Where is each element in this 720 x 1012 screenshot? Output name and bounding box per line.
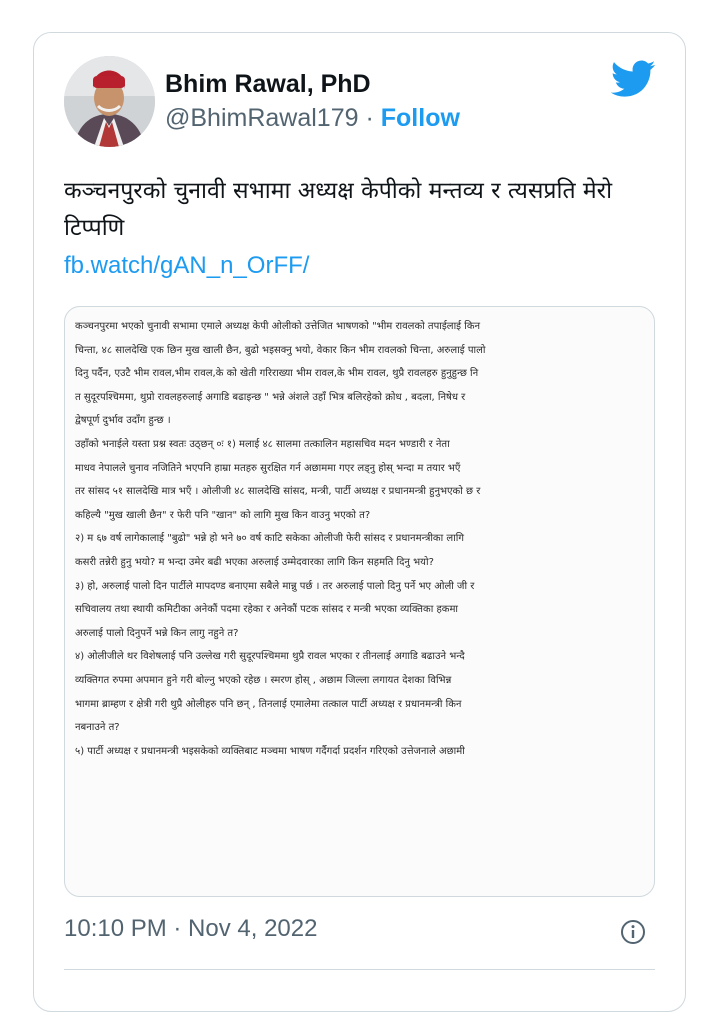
document-line: त सुदूरपश्चिममा, थुप्रो रावलहरुलाई अगाडि बढाइन्छ " भन्ने अंशले उहाँ भित्र बलिरहेको क्रोध , बदला, निषेध र [75, 391, 466, 403]
document-line: भागमा ब्राम्हण र क्षेत्री गरी थुप्रै ओलीहरु पनि छन् , तिनलाई एमालेमा तत्काल पार्टी अध्यक्ष र प्रधानमन्त्री किन [75, 698, 462, 710]
twitter-bird-icon[interactable] [611, 60, 656, 98]
author-handle[interactable]: @BhimRawal179 [165, 104, 359, 132]
tweet-timestamp[interactable]: 10:10 PM · Nov 4, 2022 [64, 915, 318, 942]
document-line: व्यक्तिगत रुपमा अपमान हुने गरी बोल्नु भएको रहेछ । स्मरण होस् , अछाम जिल्ला लगायत देशका विभिन्न [75, 674, 452, 686]
document-line: उहाँको भनाईले यस्ता प्रश्न स्वतः उठ्छन् ०ः १) मलाई ४८ सालमा तत्कालिन महासचिव मदन भण्डारी र नेता [75, 438, 450, 450]
tweet-image[interactable] [64, 306, 655, 897]
document-line: माधव नेपालले चुनाव नजितिने भएपनि हाम्रा मतहरु सुरक्षित गर्न अछाममा गएर लड्नु होस् भन्दा म तयार भएँ [75, 462, 461, 474]
document-line: कञ्चनपुरमा भएको चुनावी सभामा एमाले अध्यक्ष केपी ओलीको उत्तेजित भाषणको "भीम रावलको तपाईलाई किन [75, 321, 481, 332]
author-handle-row [165, 104, 460, 133]
document-line: कहिल्यै "मुख खाली छैन" र फेरी पनि "खान" को लागि मुख किन वाउनु भएको त? [75, 509, 371, 521]
document-line: अरुलाई पालो दिनुपर्ने भन्ने किन लागु नहुने त? [75, 627, 239, 639]
profile-photo [64, 56, 155, 147]
document-line: कसरी तन्नेरी हुनु भयो? म भन्दा उमेर बढी भएका अरुलाई उम्मेदवारका लागि किन सहमति दिनु भयो? [75, 556, 434, 568]
document-line: ४) ओलीजीले थर विशेषलाई पनि उल्लेख गरी सुदूरपश्चिममा थुप्रै रावल भएका र तीनलाई अगाडि बढाउने भन्दै [75, 651, 465, 663]
document-line: २) म ६७ वर्ष लागेकालाई "बुढो" भन्ने हो भने ७० वर्ष काटि सकेका ओलीजी फेरी सांसद र प्रधानमन्त्रीका लागि [75, 533, 464, 545]
info-icon[interactable] [620, 919, 646, 945]
follow-button[interactable]: Follow [380, 104, 460, 132]
separator: · [365, 104, 374, 132]
document-text [75, 315, 646, 763]
tweet-link[interactable]: fb.watch/gAN_n_OrFF/ [64, 252, 310, 279]
document-line: चिन्ता, ४८ सालदेखि एक छिन मुख खाली छैन, बुढो भइसक्नु भयो, वेकार किन भीम रावलको चिन्ता, अरुलाई पालो [75, 344, 486, 356]
document-line: दिनु पर्दैन, एउटै भीम रावल,भीम रावल,के को खेती गरिराख्या भीम रावल,के भीम रावल, थुप्रै रावलहरु हुनुहुन्छ नि [75, 368, 479, 380]
document-line: ५) पार्टी अध्यक्ष र प्रधानमन्त्री भइसकेको व्यक्तिबाट मञ्चमा भाषण गर्दैगर्दा प्रदर्शन गरिएको उत्तेजनाले अछामी [75, 745, 465, 757]
divider [64, 969, 655, 970]
author-avatar[interactable] [64, 56, 155, 147]
document-line: ३) हो, अरुलाई पालो दिन पार्टीले मापदण्ड बनाएमा सबैले मान्नु पर्छ । तर अरुलाई पालो दिनु पर्ने भए ओली जी र [75, 580, 475, 592]
document-line: सचिवालय तथा स्थायी कमिटीका अनेकौं पदमा रहेका र अनेकौं पटक सांसद र मन्त्री भएका व्यक्तिका हकमा [75, 604, 459, 616]
author-name[interactable]: Bhim Rawal, PhD [165, 70, 371, 98]
tweet-text: कञ्चनपुरको चुनावी सभामा अध्यक्ष केपीको मन्तव्य र त्यसप्रति मेरो टिप्पणि [64, 178, 613, 241]
document-line: नबनाउने त? [75, 722, 120, 734]
document-line: तर सांसद ५१ सालदेखि मात्र भएँ । ओलीजी ४८ सालदेखि सांसद, मन्त्री, पार्टी अध्यक्ष र प्रधानमन्त्री हुनुभएको छ र [75, 486, 481, 498]
document-line: द्वेषपूर्ण दुर्भाव उदाँग हुन्छ । [75, 415, 171, 427]
